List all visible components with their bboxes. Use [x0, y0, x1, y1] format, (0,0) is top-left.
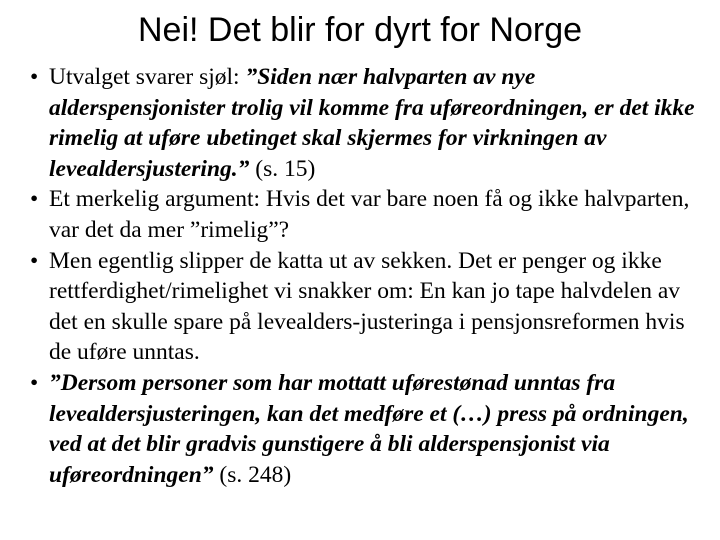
bullet-marker: • — [30, 64, 39, 90]
bullet-item-4 — [30, 368, 700, 490]
bullet-item-1 — [30, 62, 700, 184]
bullet-marker: • — [30, 186, 39, 213]
bullet-marker: • — [30, 247, 39, 274]
bullet-citation: (s. 15) — [249, 155, 316, 182]
bullet-text: Men egentlig slipper de katta ut av sekken. Det er penger og ikke rettferdighet/rimelighet vi snakker om: En kan jo tape halvdelen av det en skulle spare på levealders-justeringa i pensjonsreformen hvis de uføre unntas. — [49, 247, 685, 366]
bullet-quote: ”Dersom personer som har mottatt uførestønad unntas fra levealdersjusteringen, kan det medføre et (…) press på ordningen, ved at det blir gradvis gunstigere å bli alderspensjonist via uføreordningen” — [49, 369, 689, 488]
bullet-item-3 — [30, 246, 700, 368]
bullet-list — [30, 62, 700, 490]
bullet-quote: ”Siden nær halvparten av nye alderspensjonister trolig vil komme fra uføreordningen, er det ikke rimelig at uføre ubetinget skal skjermes for virkningen av levealdersjustering.” — [49, 64, 695, 182]
bullet-text: Et merkelig argument: Hvis det var bare noen få og ikke halvparten, var det da mer ”rimelig”? — [49, 186, 690, 243]
bullet-text: Utvalget svarer sjøl: — [49, 64, 246, 90]
bullet-item-2 — [30, 184, 700, 245]
bullet-citation: (s. 248) — [213, 461, 292, 488]
slide-title: Nei! Det blir for dyrt for Norge — [137, 11, 583, 49]
bullet-marker: • — [30, 369, 39, 396]
